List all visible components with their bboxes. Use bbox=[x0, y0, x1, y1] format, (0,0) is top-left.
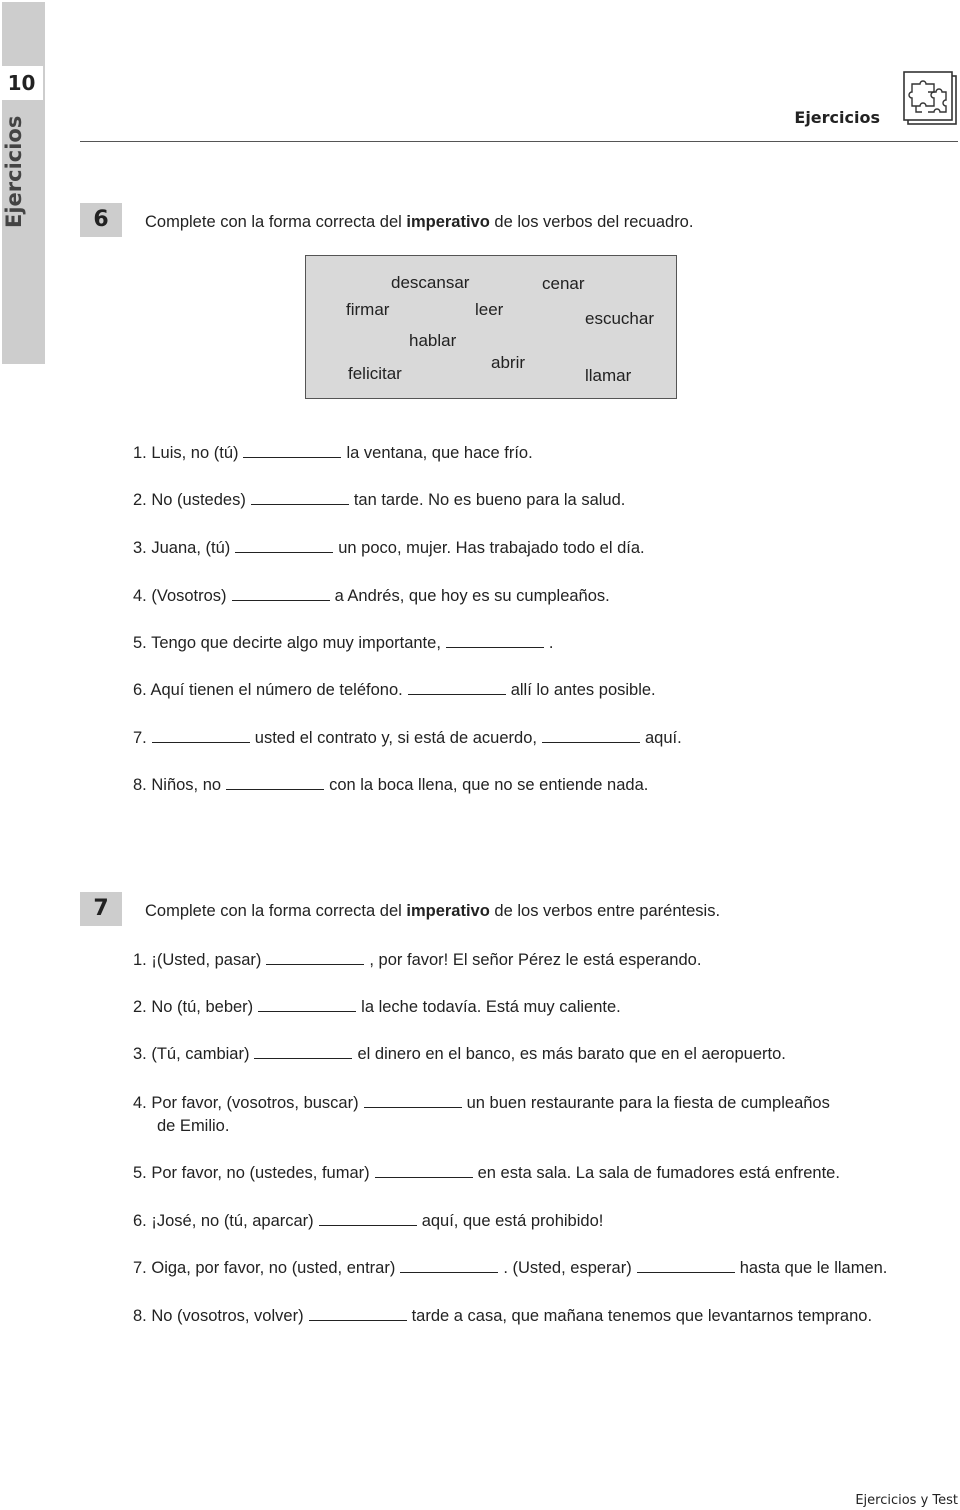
header-title: Ejercicios bbox=[794, 108, 880, 127]
exercise-6-number: 6 bbox=[80, 203, 122, 237]
answer-blank[interactable] bbox=[251, 503, 349, 505]
exercise-7-number: 7 bbox=[80, 892, 122, 926]
answer-blank[interactable] bbox=[364, 1106, 462, 1108]
answer-blank[interactable] bbox=[226, 788, 324, 790]
verb: felicitar bbox=[348, 364, 402, 383]
answer-blank[interactable] bbox=[152, 741, 250, 743]
exercise-6-item: 6. Aquí tienen el número de teléfono. allí lo antes posible. bbox=[133, 681, 656, 699]
answer-blank[interactable] bbox=[400, 1271, 498, 1273]
verb: firmar bbox=[346, 300, 390, 319]
verb: llamar bbox=[585, 366, 632, 385]
footer: Ejercicios y Test bbox=[855, 1493, 958, 1508]
answer-blank[interactable] bbox=[446, 646, 544, 648]
answer-blank[interactable] bbox=[319, 1224, 417, 1226]
exercise-7-item: 8. No (vosotros, volver) tarde a casa, que mañana tenemos que levantarnos temprano. bbox=[133, 1307, 873, 1325]
answer-blank[interactable] bbox=[542, 741, 640, 743]
exercise-7-item: 2. No (tú, beber) la leche todavía. Está muy caliente. bbox=[133, 998, 621, 1016]
exercise-7-item: 7. Oiga, por favor, no (usted, entrar) . (Usted, esperar) hasta que le llamen. bbox=[133, 1259, 888, 1277]
exercise-6-item: 7. usted el contrato y, si está de acuerdo, aquí. bbox=[133, 729, 682, 747]
header-rule bbox=[80, 141, 958, 142]
page-number: 10 bbox=[0, 66, 43, 100]
exercise-6-instruction: Complete con la forma correcta del imperativo de los verbos del recuadro. bbox=[145, 213, 694, 231]
exercise-6-item: 2. No (ustedes) tan tarde. No es bueno para la salud. bbox=[133, 491, 626, 509]
exercise-7-instruction: Complete con la forma correcta del imperativo de los verbos entre paréntesis. bbox=[145, 902, 721, 920]
side-label: Ejercicios bbox=[2, 115, 26, 228]
answer-blank[interactable] bbox=[235, 551, 333, 553]
exercise-7-item: 6. ¡José, no (tú, aparcar) aquí, que está prohibido! bbox=[133, 1212, 604, 1230]
exercise-7-item-continuation: de Emilio. bbox=[157, 1117, 230, 1135]
verb-box bbox=[305, 255, 677, 399]
exercise-6-item: 8. Niños, no con la boca llena, que no se entiende nada. bbox=[133, 776, 649, 794]
verb: abrir bbox=[491, 353, 526, 372]
verb: hablar bbox=[409, 331, 457, 350]
exercise-6-item: 5. Tengo que decirte algo muy importante, . bbox=[133, 634, 554, 652]
answer-blank[interactable] bbox=[243, 456, 341, 458]
puzzle-icon bbox=[902, 70, 958, 126]
exercise-7-item: 1. ¡(Usted, pasar) , por favor! El señor Pérez le está esperando. bbox=[133, 951, 702, 969]
exercise-6-item: 1. Luis, no (tú) la ventana, que hace frío. bbox=[133, 444, 533, 462]
answer-blank[interactable] bbox=[254, 1057, 352, 1059]
answer-blank[interactable] bbox=[232, 599, 330, 601]
answer-blank[interactable] bbox=[375, 1176, 473, 1178]
exercise-6-item: 3. Juana, (tú) un poco, mujer. Has trabajado todo el día. bbox=[133, 539, 645, 557]
verb: cenar bbox=[542, 274, 585, 293]
answer-blank[interactable] bbox=[258, 1010, 356, 1012]
exercise-7-item: 5. Por favor, no (ustedes, fumar) en esta sala. La sala de fumadores está enfrente. bbox=[133, 1164, 840, 1182]
answer-blank[interactable] bbox=[309, 1319, 407, 1321]
answer-blank[interactable] bbox=[266, 963, 364, 965]
verb: descansar bbox=[391, 273, 470, 292]
exercise-7-item: 4. Por favor, (vosotros, buscar) un buen restaurante para la fiesta de cumpleaños bbox=[133, 1094, 830, 1112]
verb: leer bbox=[475, 300, 504, 319]
exercise-7-item: 3. (Tú, cambiar) el dinero en el banco, es más barato que en el aeropuerto. bbox=[133, 1045, 786, 1063]
verb: escuchar bbox=[585, 309, 654, 328]
exercise-6-item: 4. (Vosotros) a Andrés, que hoy es su cumpleaños. bbox=[133, 587, 610, 605]
answer-blank[interactable] bbox=[637, 1271, 735, 1273]
answer-blank[interactable] bbox=[408, 693, 506, 695]
